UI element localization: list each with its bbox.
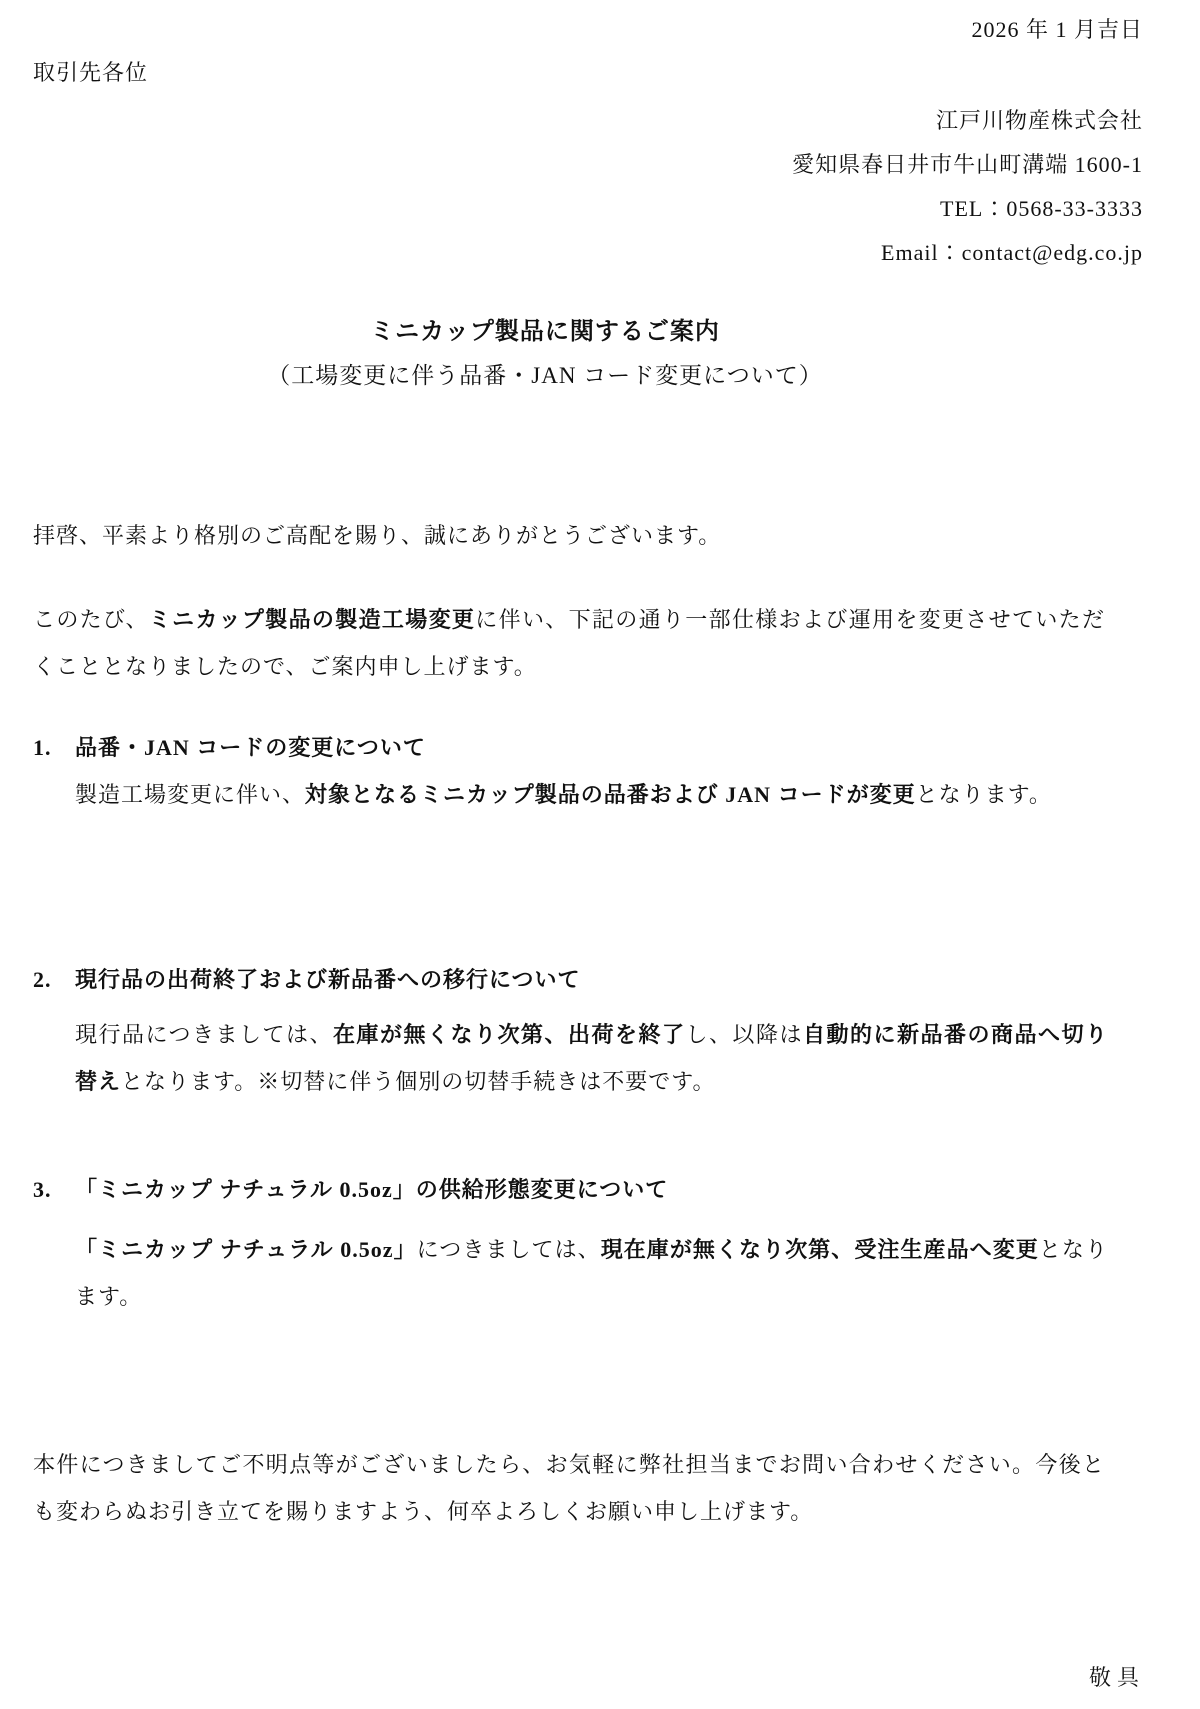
sender-company: 江戸川物産株式会社 [935,108,1143,133]
section-product-code-change [33,724,1108,818]
section-3-heading [33,1166,1108,1213]
letter-subtitle: （工場変更に伴う品番・JAN コード変更について） [267,363,823,388]
closing-paragraph: 本件につきましてご不明点等がございましたら、お気軽に弊社担当までお問い合わせください。今後とも変わらぬお引き立てを賜りますよう、何卒よろしくお願い申し上げます。 [33,1452,1105,1524]
section-1-number: 1. [33,735,52,760]
greeting-paragraph: 拝啓、平素より格別のご高配を賜り、誠にありがとうございます。 [33,523,722,548]
section-2-number: 2. [33,967,52,992]
sender-block [792,99,1143,275]
section-2-heading-text: 現行品の出荷終了および新品番への移行について [75,967,581,992]
section-1-heading [33,724,1108,771]
sender-address: 愛知県春日井市牛山町溝端 1600-1 [792,152,1143,177]
recipient: 取引先各位 [33,60,149,85]
sender-email: Email：contact@edg.co.jp [881,240,1143,265]
intro-paragraph: このたび、ミニカップ製品の製造工場変更に伴い、下記の通り一部仕様および運用を変更させていただくこととなりましたので、ご案内申し上げます。 [33,607,1105,679]
signoff: 敬具 [1088,1665,1145,1690]
section-3-heading-text: 「ミニカップ ナチュラル 0.5oz」の供給形態変更について [75,1177,669,1202]
section-2-body: 現行品につきましては、在庫が無くなり次第、出荷を終了し、以降は自動的に新品番の商品へ切り替えとなります。※切替に伴う個別の切替手続きは不要です。 [75,1022,1108,1094]
section-1-body: 製造工場変更に伴い、対象となるミニカップ製品の品番および JAN コードが変更となります。 [75,782,1052,807]
letter-date: 2026 年 1 月吉日 [971,17,1143,42]
section-supply-form-change [33,1166,1108,1320]
section-2-heading [33,956,1108,1003]
sender-tel: TEL：0568-33-3333 [940,196,1143,221]
section-3-number: 3. [33,1177,52,1202]
section-shipment-transition [33,956,1108,1105]
letter-title: ミニカップ製品に関するご案内 [370,319,720,345]
section-3-body: 「ミニカップ ナチュラル 0.5oz」につきましては、現在庫が無くなり次第、受注生産品へ変更となります。 [75,1237,1108,1309]
section-1-heading-text: 品番・JAN コードの変更について [75,735,426,760]
